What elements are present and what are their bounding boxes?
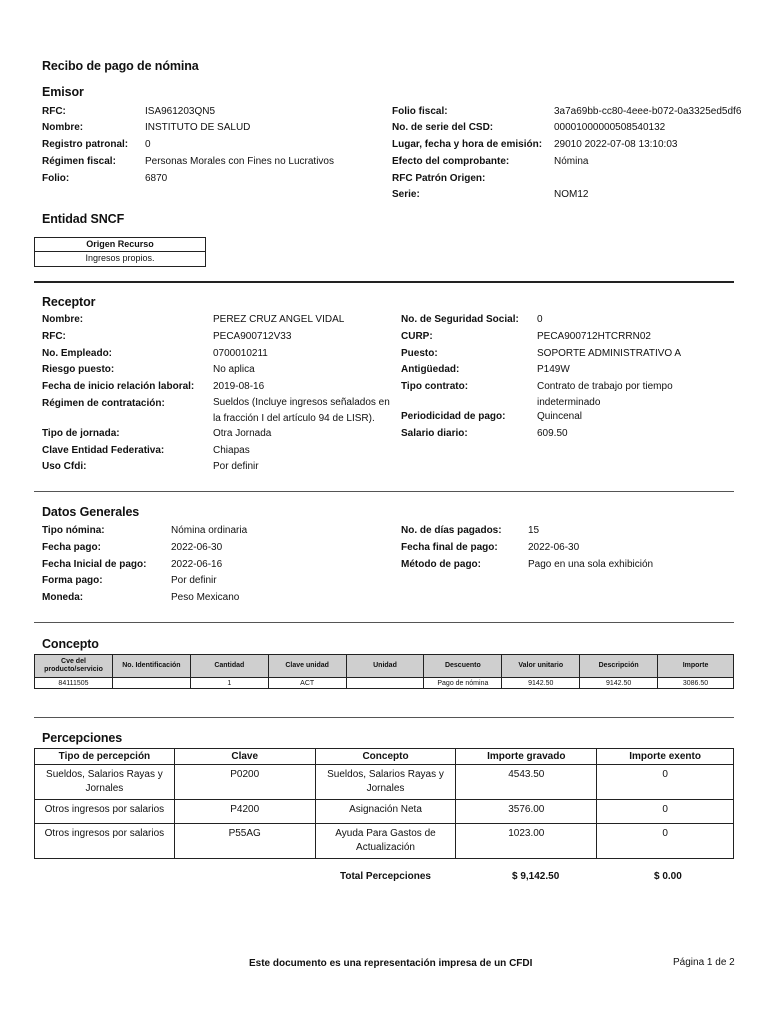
perc-cell: Sueldos, Salarios Rayas y Jornales: [315, 765, 456, 800]
concepto-cell: 3086.50: [658, 678, 734, 689]
concepto-cell: 9142.50: [580, 678, 658, 689]
perc-cell: 4543.50: [456, 765, 597, 800]
concepto-col-descuento: Descuento: [424, 655, 502, 678]
origen-recurso-header: Origen Recurso: [35, 238, 205, 252]
emisor-nombre-value: INSTITUTO DE SALUD: [145, 122, 251, 133]
tipo-jornada-label: Tipo de jornada:: [42, 428, 120, 439]
serie-csd-value: 00001000000508540132: [554, 122, 666, 133]
divider-receptor: [34, 281, 734, 283]
percepciones-header-row: [35, 749, 734, 765]
perc-cell: P4200: [174, 800, 315, 824]
receptor-rfc-label: RFC:: [42, 331, 66, 342]
efecto-value: Nómina: [554, 156, 589, 167]
periodicidad-label: Periodicidad de pago:: [401, 411, 506, 422]
tipo-nomina-label: Tipo nómina:: [42, 525, 105, 536]
emisor-rfc-label: RFC:: [42, 106, 66, 117]
concepto-header-row: [35, 655, 734, 678]
receptor-heading: Receptor: [42, 295, 96, 309]
seguridad-social-label: No. de Seguridad Social:: [401, 314, 519, 325]
perc-cell: Asignación Neta: [315, 800, 456, 824]
fecha-final-label: Fecha final de pago:: [401, 542, 498, 553]
perc-cell: 3576.00: [456, 800, 597, 824]
serie-value: NOM12: [554, 189, 589, 200]
emisor-registro-label: Registro patronal:: [42, 139, 129, 150]
perc-cell: P0200: [174, 765, 315, 800]
perc-cell: 0: [597, 765, 734, 800]
concepto-cell: Pago de nómina: [424, 678, 502, 689]
serie-csd-label: No. de serie del CSD:: [392, 122, 494, 133]
receptor-nombre-label: Nombre:: [42, 314, 84, 325]
perc-col-tipo: Tipo de percepción: [35, 749, 175, 765]
perc-cell: Otros ingresos por salarios: [35, 824, 175, 859]
fecha-inicial-label: Fecha Inicial de pago:: [42, 559, 147, 570]
concepto-table: [34, 654, 734, 689]
lugar-fecha-label: Lugar, fecha y hora de emisión:: [392, 139, 543, 150]
serie-label: Serie:: [392, 189, 420, 200]
seguridad-social-value: 0: [537, 314, 543, 325]
origen-recurso-value: Ingresos propios.: [85, 253, 155, 263]
table-row: [35, 678, 734, 689]
curp-value: PECA900712HTCRRN02: [537, 331, 651, 342]
fecha-pago-value: 2022-06-30: [171, 542, 223, 553]
perc-cell: P55AG: [174, 824, 315, 859]
tipo-contrato-value: Contrato de trabajo por tiempo indeterminado: [537, 381, 673, 408]
entidad-heading: Entidad SNCF: [42, 212, 125, 226]
curp-label: CURP:: [401, 331, 433, 342]
perc-cell: 0: [597, 824, 734, 859]
fecha-final-value: 2022-06-30: [528, 542, 580, 553]
uso-cfdi-label: Uso Cfdi:: [42, 461, 87, 472]
perc-col-gravado: Importe gravado: [456, 749, 597, 765]
uso-cfdi-value: Por definir: [213, 461, 259, 472]
antiguedad-label: Antigüedad:: [401, 364, 460, 375]
metodo-pago-label: Método de pago:: [401, 559, 481, 570]
datos-heading: Datos Generales: [42, 505, 140, 519]
forma-pago-value: Por definir: [171, 575, 217, 586]
folio-fiscal-value: 3a7a69bb-cc80-4eee-b072-0a3325ed5df6: [554, 106, 742, 117]
concepto-col-identificacion: No. Identificación: [112, 655, 190, 678]
fecha-pago-label: Fecha pago:: [42, 542, 101, 553]
salario-diario-label: Salario diario:: [401, 428, 468, 439]
perc-col-clave: Clave: [174, 749, 315, 765]
concepto-cell: 1: [190, 678, 268, 689]
concepto-cell: [112, 678, 190, 689]
emisor-rfc-value: ISA961203QN5: [145, 106, 216, 117]
antiguedad-value: P149W: [537, 364, 570, 375]
table-row: [35, 800, 734, 824]
riesgo-value: No aplica: [213, 364, 255, 375]
rfc-patron-label: RFC Patrón Origen:: [392, 173, 486, 184]
perc-cell: Sueldos, Salarios Rayas y Jornales: [35, 765, 175, 800]
concepto-cell: ACT: [268, 678, 346, 689]
efecto-label: Efecto del comprobante:: [392, 156, 510, 167]
tipo-contrato-label: Tipo contrato:: [401, 381, 469, 392]
regimen-contratacion-label: Régimen de contratación:: [42, 398, 165, 409]
percepciones-table: [34, 748, 734, 859]
concepto-col-importe: Importe: [658, 655, 734, 678]
empleado-label: No. Empleado:: [42, 348, 113, 359]
perc-col-exento: Importe exento: [597, 749, 734, 765]
emisor-folio-label: Folio:: [42, 173, 70, 184]
concepto-col-cve: Cve del producto/servicio: [35, 655, 113, 678]
concepto-col-descripcion: Descripción: [580, 655, 658, 678]
divider-datos: [34, 491, 734, 492]
concepto-heading: Concepto: [42, 637, 99, 651]
fecha-inicio-value: 2019-08-16: [213, 381, 265, 392]
total-exento: $ 0.00: [654, 871, 682, 882]
document-title: Recibo de pago de nómina: [42, 59, 199, 73]
divider-concepto: [34, 622, 734, 623]
fecha-inicial-value: 2022-06-16: [171, 559, 223, 570]
fecha-inicio-label: Fecha de inicio relación laboral:: [42, 381, 195, 392]
tipo-jornada-value: Otra Jornada: [213, 428, 272, 439]
moneda-value: Peso Mexicano: [171, 592, 240, 603]
clave-entidad-value: Chiapas: [213, 445, 250, 456]
folio-fiscal-label: Folio fiscal:: [392, 106, 448, 117]
concepto-col-unidad: Unidad: [346, 655, 424, 678]
emisor-regimen-label: Régimen fiscal:: [42, 156, 116, 167]
emisor-folio-value: 6870: [145, 173, 168, 184]
origen-recurso-table: [34, 237, 206, 267]
footer-note: Este documento es una representación impresa de un CFDI: [249, 958, 533, 969]
salario-diario-value: 609.50: [537, 428, 568, 439]
concepto-cell: 84111505: [35, 678, 113, 689]
page-indicator: Página 1 de 2: [673, 957, 735, 968]
puesto-label: Puesto:: [401, 348, 438, 359]
percepciones-heading: Percepciones: [42, 731, 123, 745]
puesto-value: SOPORTE ADMINISTRATIVO A: [537, 348, 682, 359]
concepto-col-cantidad: Cantidad: [190, 655, 268, 678]
table-row: [35, 824, 734, 859]
lugar-fecha-value: 29010 2022-07-08 13:10:03: [554, 139, 678, 150]
emisor-regimen-value: Personas Morales con Fines no Lucrativos: [145, 156, 334, 167]
perc-cell: 0: [597, 800, 734, 824]
concepto-cell: [346, 678, 424, 689]
clave-entidad-label: Clave Entidad Federativa:: [42, 445, 165, 456]
emisor-nombre-label: Nombre:: [42, 122, 84, 133]
receptor-nombre-value: PEREZ CRUZ ANGEL VIDAL: [213, 314, 345, 325]
dias-pagados-label: No. de días pagados:: [401, 525, 502, 536]
emisor-registro-value: 0: [145, 139, 151, 150]
riesgo-label: Riesgo puesto:: [42, 364, 115, 375]
emisor-heading: Emisor: [42, 85, 84, 99]
total-gravado: $ 9,142.50: [512, 871, 560, 882]
regimen-contratacion-value: Sueldos (Incluye ingresos señalados en la fracción I del artículo 94 de LISR).: [213, 397, 390, 424]
forma-pago-label: Forma pago:: [42, 575, 103, 586]
concepto-cell: 9142.50: [502, 678, 580, 689]
moneda-label: Moneda:: [42, 592, 84, 603]
total-percepciones-label: Total Percepciones: [340, 871, 431, 882]
concepto-col-clave-unidad: Clave unidad: [268, 655, 346, 678]
receptor-rfc-value: PECA900712V33: [213, 331, 292, 342]
empleado-value: 0700010211: [213, 348, 268, 359]
tipo-nomina-value: Nómina ordinaria: [171, 525, 248, 536]
concepto-col-valor-unitario: Valor unitario: [502, 655, 580, 678]
periodicidad-value: Quincenal: [537, 411, 583, 422]
perc-cell: Ayuda Para Gastos de Actualización: [315, 824, 456, 859]
dias-pagados-value: 15: [528, 525, 540, 536]
perc-col-concepto: Concepto: [315, 749, 456, 765]
table-row: [35, 765, 734, 800]
perc-cell: 1023.00: [456, 824, 597, 859]
divider-percepciones: [34, 717, 734, 718]
perc-cell: Otros ingresos por salarios: [35, 800, 175, 824]
metodo-pago-value: Pago en una sola exhibición: [528, 559, 654, 570]
